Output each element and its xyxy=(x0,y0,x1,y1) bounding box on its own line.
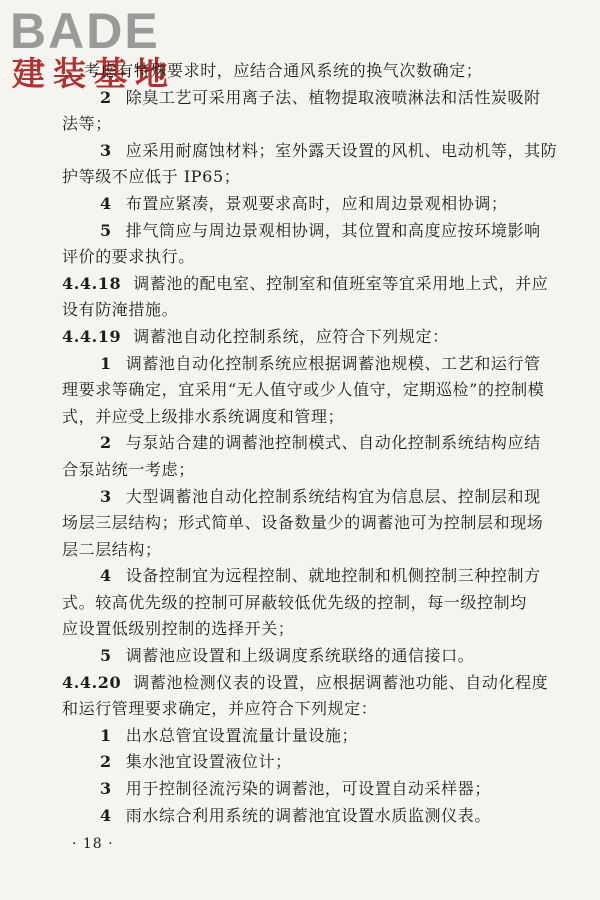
item-number: 1 xyxy=(100,353,112,373)
text-line: 和运行管理要求确定，并应符合下列规定： xyxy=(62,699,378,719)
text-line: 法等； xyxy=(62,114,112,134)
list-item: 1 调蓄池自动化控制系统应根据调蓄池规模、工艺和运行管 xyxy=(100,353,541,373)
text-line: 合泵站统一考虑； xyxy=(62,459,195,479)
item-number: 4 xyxy=(100,566,112,586)
item-number: 4 xyxy=(100,805,112,825)
list-item: 2 除臭工艺可采用离子法、植物提取液喷淋法和活性炭吸附 xyxy=(100,87,541,107)
item-number: 3 xyxy=(100,486,112,506)
list-item: 5 调蓄池应设置和上级调度系统联络的通信接口。 xyxy=(100,646,475,666)
list-item: 4 布置应紧凑，景观要求高时，应和周边景观相协调； xyxy=(100,193,508,213)
watermark-brand: BADE xyxy=(10,3,160,59)
clause: 4.4.19 调蓄池自动化控制系统，应符合下列规定： xyxy=(62,326,449,346)
clause-number: 4.4.19 xyxy=(62,326,122,346)
text-line: 层二层结构； xyxy=(62,539,162,559)
list-item: 3 用于控制径流污染的调蓄池，可设置自动采样器； xyxy=(100,779,491,799)
item-number: 4 xyxy=(100,193,112,213)
list-item: 3 应采用耐腐蚀材料；室外露天设置的风机、电动机等，其防 xyxy=(100,140,558,160)
text-line: 护等级不应低于 IP65； xyxy=(62,167,241,187)
document-body xyxy=(62,58,562,829)
item-number: 5 xyxy=(100,646,112,666)
clause-number: 4.4.20 xyxy=(62,672,122,692)
text-line: 式，并应受上级排水系统调度和管理； xyxy=(62,406,345,426)
text-line: 式。较高优先级的控制可屏蔽较低优先级的控制，每一级控制均 xyxy=(62,592,527,612)
watermark-subtitle: 建装基地 xyxy=(12,54,176,93)
text-line: 应设置低级别控制的选择开关； xyxy=(62,619,295,639)
clause-number: 4.4.18 xyxy=(62,273,122,293)
clause: 4.4.18 调蓄池的配电室、控制室和值班室等宜采用地上式，并应 xyxy=(62,273,549,293)
list-item: 2 与泵站合建的调蓄池控制模式、自动化控制系统结构应结 xyxy=(100,433,541,453)
item-number: 1 xyxy=(100,725,112,745)
text-line: 考虑有特殊要求时，应结合通风系统的换气次数确定； xyxy=(84,61,483,80)
clause: 4.4.20 调蓄池检测仪表的设置，应根据调蓄池功能、自动化程度 xyxy=(62,672,549,692)
item-number: 3 xyxy=(100,140,112,160)
item-number: 5 xyxy=(100,220,112,240)
text-line: 评价的要求执行。 xyxy=(62,247,195,267)
list-item: 4 雨水综合利用系统的调蓄池宜设置水质监测仪表。 xyxy=(100,805,491,825)
text-line: 理要求等确定，宜采用“无人值守或少人值守，定期巡检”的控制模 xyxy=(62,380,545,400)
text-line: 设有防淹措施。 xyxy=(62,300,179,320)
item-number: 2 xyxy=(100,87,112,107)
item-number: 2 xyxy=(100,752,112,772)
list-item: 3 大型调蓄池自动化控制系统结构宜为信息层、控制层和现 xyxy=(100,486,541,506)
item-number: 3 xyxy=(100,779,112,799)
list-item: 2 集水池宜设置液位计； xyxy=(100,752,292,772)
list-item: 5 排气筒应与周边景观相协调，其位置和高度应按环境影响 xyxy=(100,220,541,240)
list-item: 4 设备控制宜为远程控制、就地控制和机侧控制三种控制方 xyxy=(100,566,541,586)
text-line: 场层三层结构；形式简单、设备数量少的调蓄池可为控制层和现场 xyxy=(62,513,544,533)
page-number: · 18 · xyxy=(72,836,114,852)
item-number: 2 xyxy=(100,433,112,453)
list-item: 1 出水总管宜设置流量计量设施； xyxy=(100,725,359,745)
